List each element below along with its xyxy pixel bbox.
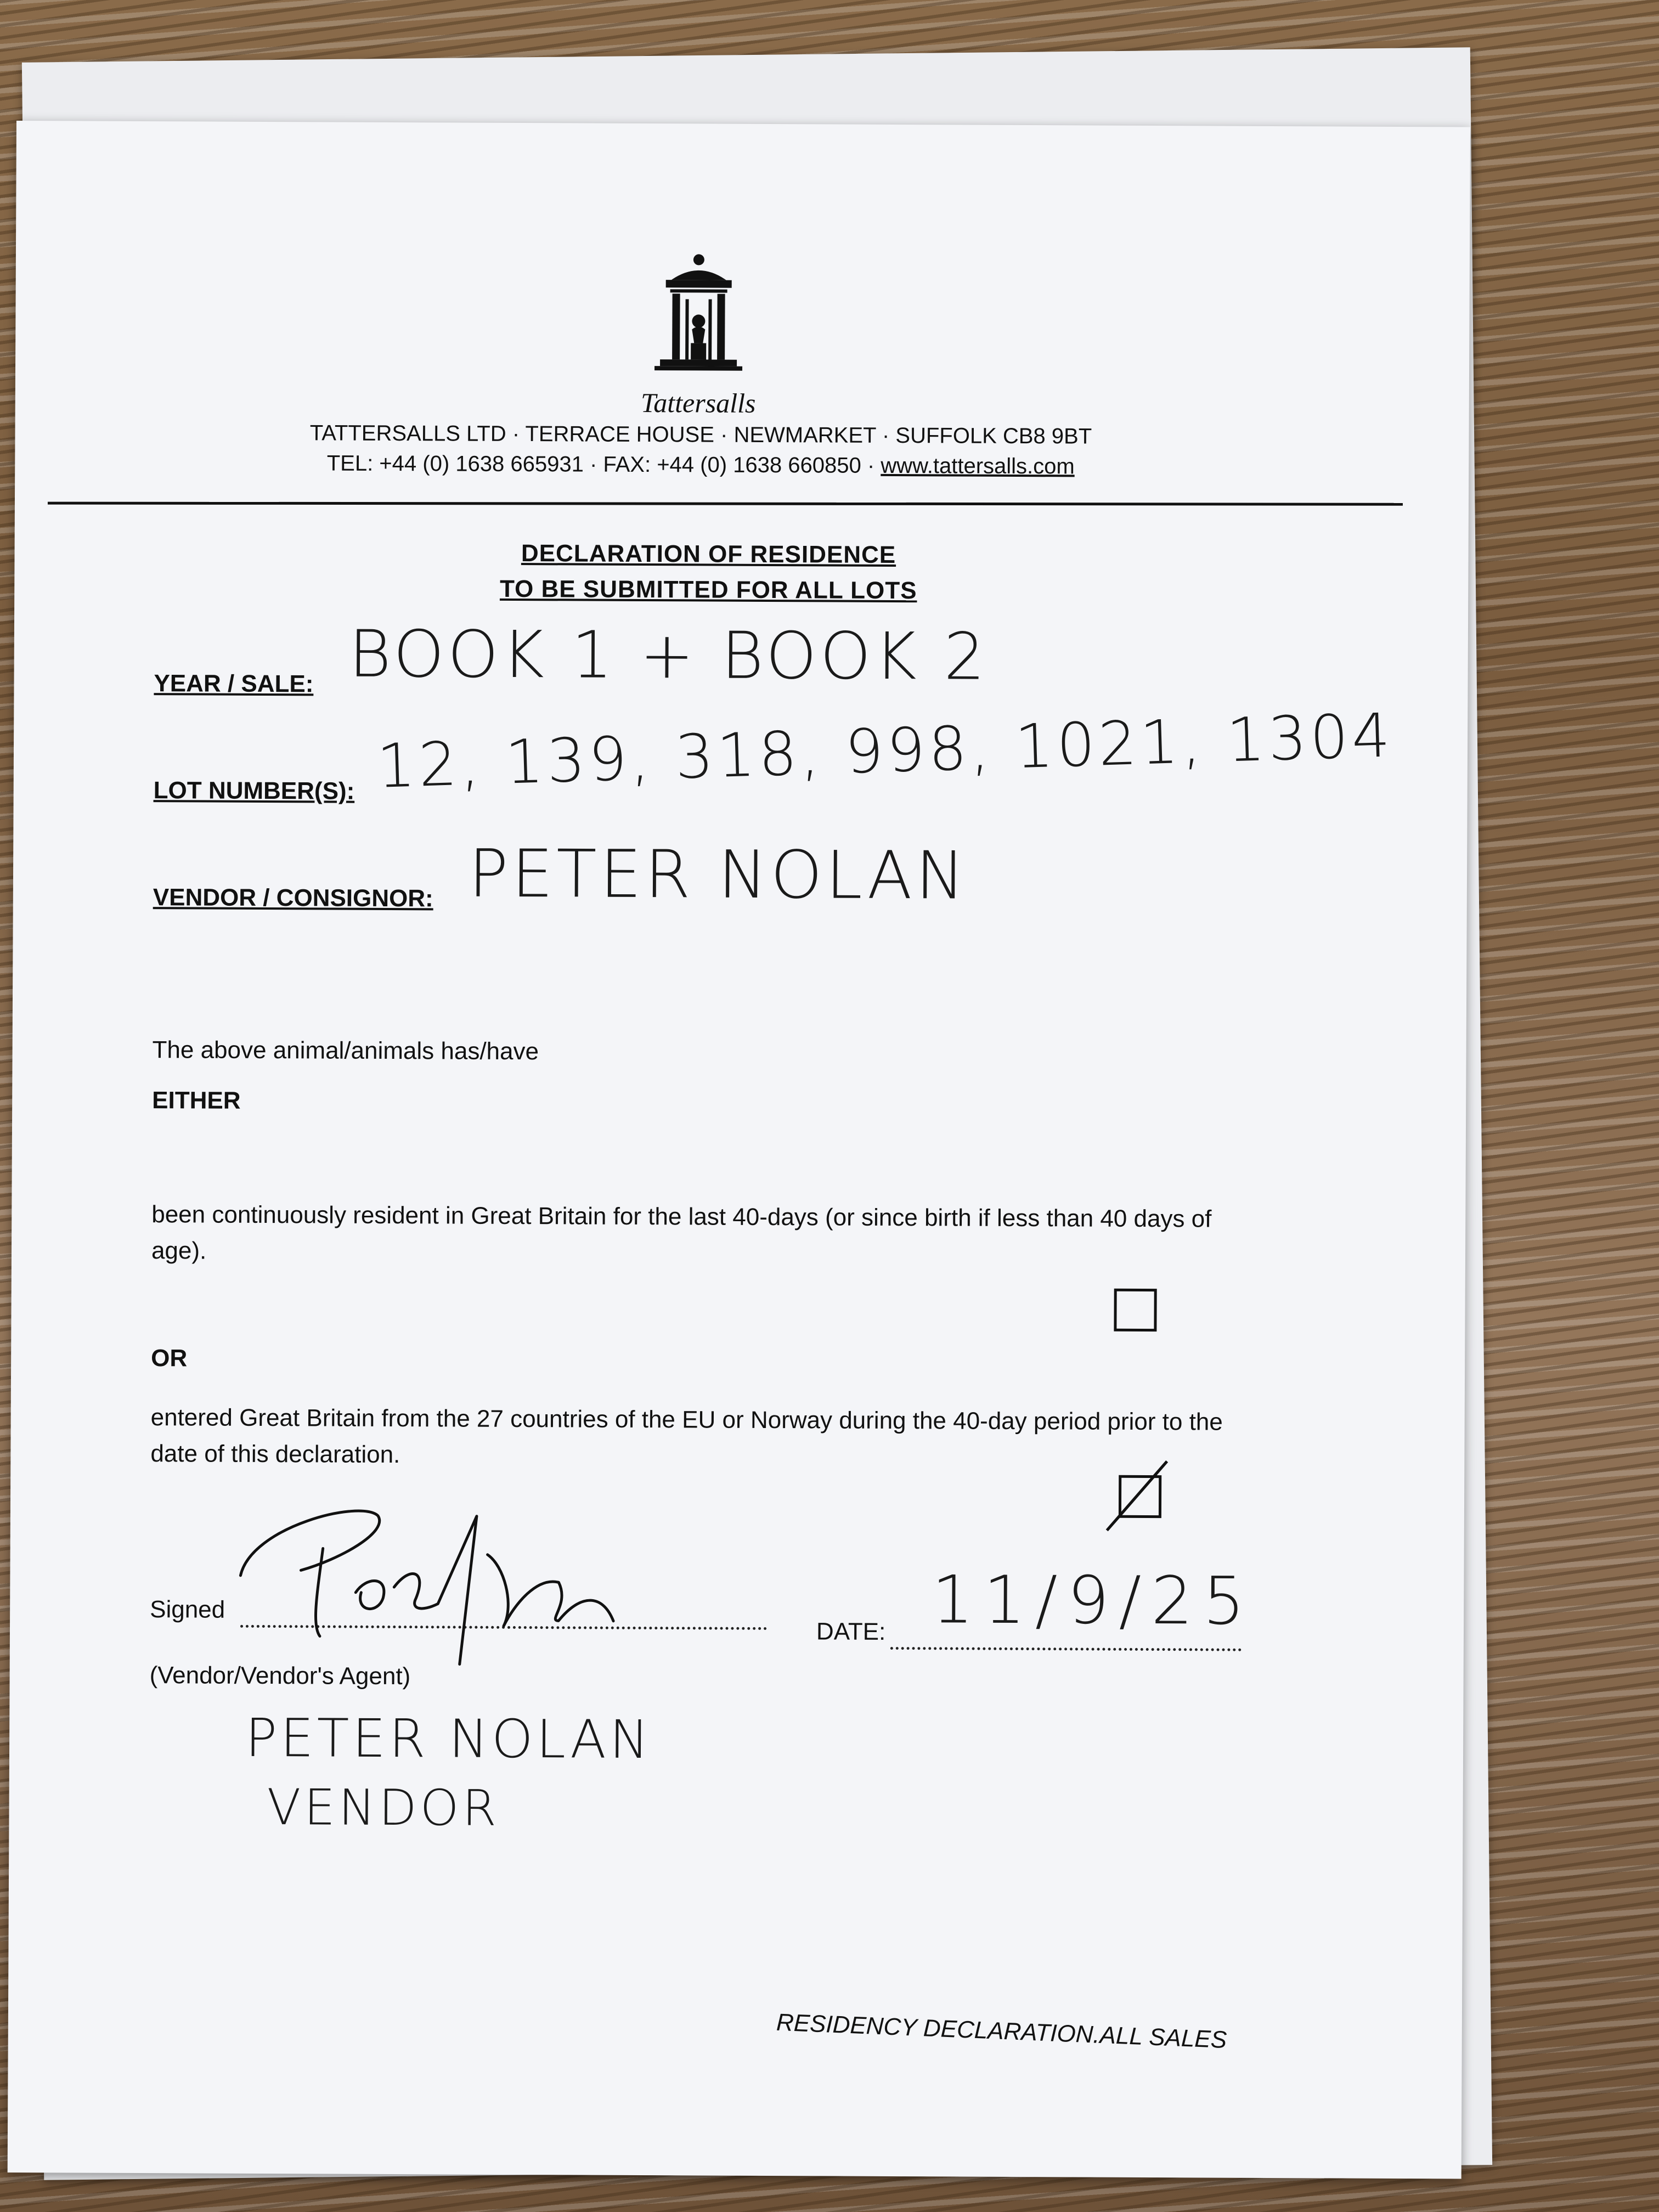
- company-contact: [179, 450, 1222, 479]
- lot-numbers-value[interactable]: 12, 139, 318, 998, 1021, 1304: [376, 700, 1395, 802]
- declaration-intro: The above animal/animals has/have: [152, 1036, 539, 1065]
- vendor-value[interactable]: PETER NOLAN: [468, 836, 968, 915]
- date-line: [890, 1647, 1242, 1651]
- printed-name: PETER NOLAN: [245, 1707, 652, 1771]
- or-label: OR: [151, 1345, 188, 1372]
- brand-name: Tattersalls: [640, 387, 756, 419]
- website-link[interactable]: www.tattersalls.com: [881, 453, 1075, 479]
- checkmark-icon: [1121, 1478, 1159, 1515]
- year-sale-value[interactable]: BOOK 1 + BOOK 2: [348, 616, 989, 695]
- lot-numbers-label: LOT NUMBER(S):: [153, 777, 355, 805]
- signature-scribble: [229, 1493, 647, 1676]
- year-sale-label: YEAR / SALE:: [154, 670, 314, 698]
- either-label: EITHER: [152, 1087, 241, 1114]
- declaration-form: [8, 121, 1470, 2179]
- form-title: DECLARATION OF RESIDENCE: [521, 540, 896, 569]
- header-divider: [48, 502, 1403, 506]
- date-value[interactable]: 11/9/25: [931, 1562, 1255, 1640]
- option2-checkbox[interactable]: [1119, 1475, 1161, 1518]
- option1-checkbox[interactable]: [1114, 1289, 1156, 1331]
- company-address: TATTERSALLS LTD · TERRACE HOUSE · NEWMARKET · SUFFOLK CB8 9BT: [309, 421, 1092, 449]
- tattersalls-logo: [633, 250, 765, 382]
- printed-role: VENDOR: [267, 1779, 500, 1837]
- form-footer: RESIDENCY DECLARATION.ALL SALES: [776, 2008, 1228, 2053]
- form-subtitle: TO BE SUBMITTED FOR ALL LOTS: [499, 575, 917, 605]
- signed-label: Signed: [150, 1596, 225, 1623]
- vendor-label: VENDOR / CONSIGNOR:: [153, 884, 433, 912]
- phone-fax: TEL: +44 (0) 1638 665931 · FAX: +44 (0) 1638 660850 ·: [326, 451, 881, 478]
- date-label: DATE:: [816, 1618, 886, 1645]
- option-continuous-residence: been continuously resident in Great Britain for the last 40-days (or since birth if less than 40 days of age).: [151, 1201, 1212, 1265]
- vendor-agent-label: (Vendor/Vendor's Agent): [149, 1662, 411, 1690]
- option-entered-from-eu: entered Great Britain from the 27 countries of the EU or Norway during the 40-day period prior to the date of this declaration.: [150, 1404, 1223, 1469]
